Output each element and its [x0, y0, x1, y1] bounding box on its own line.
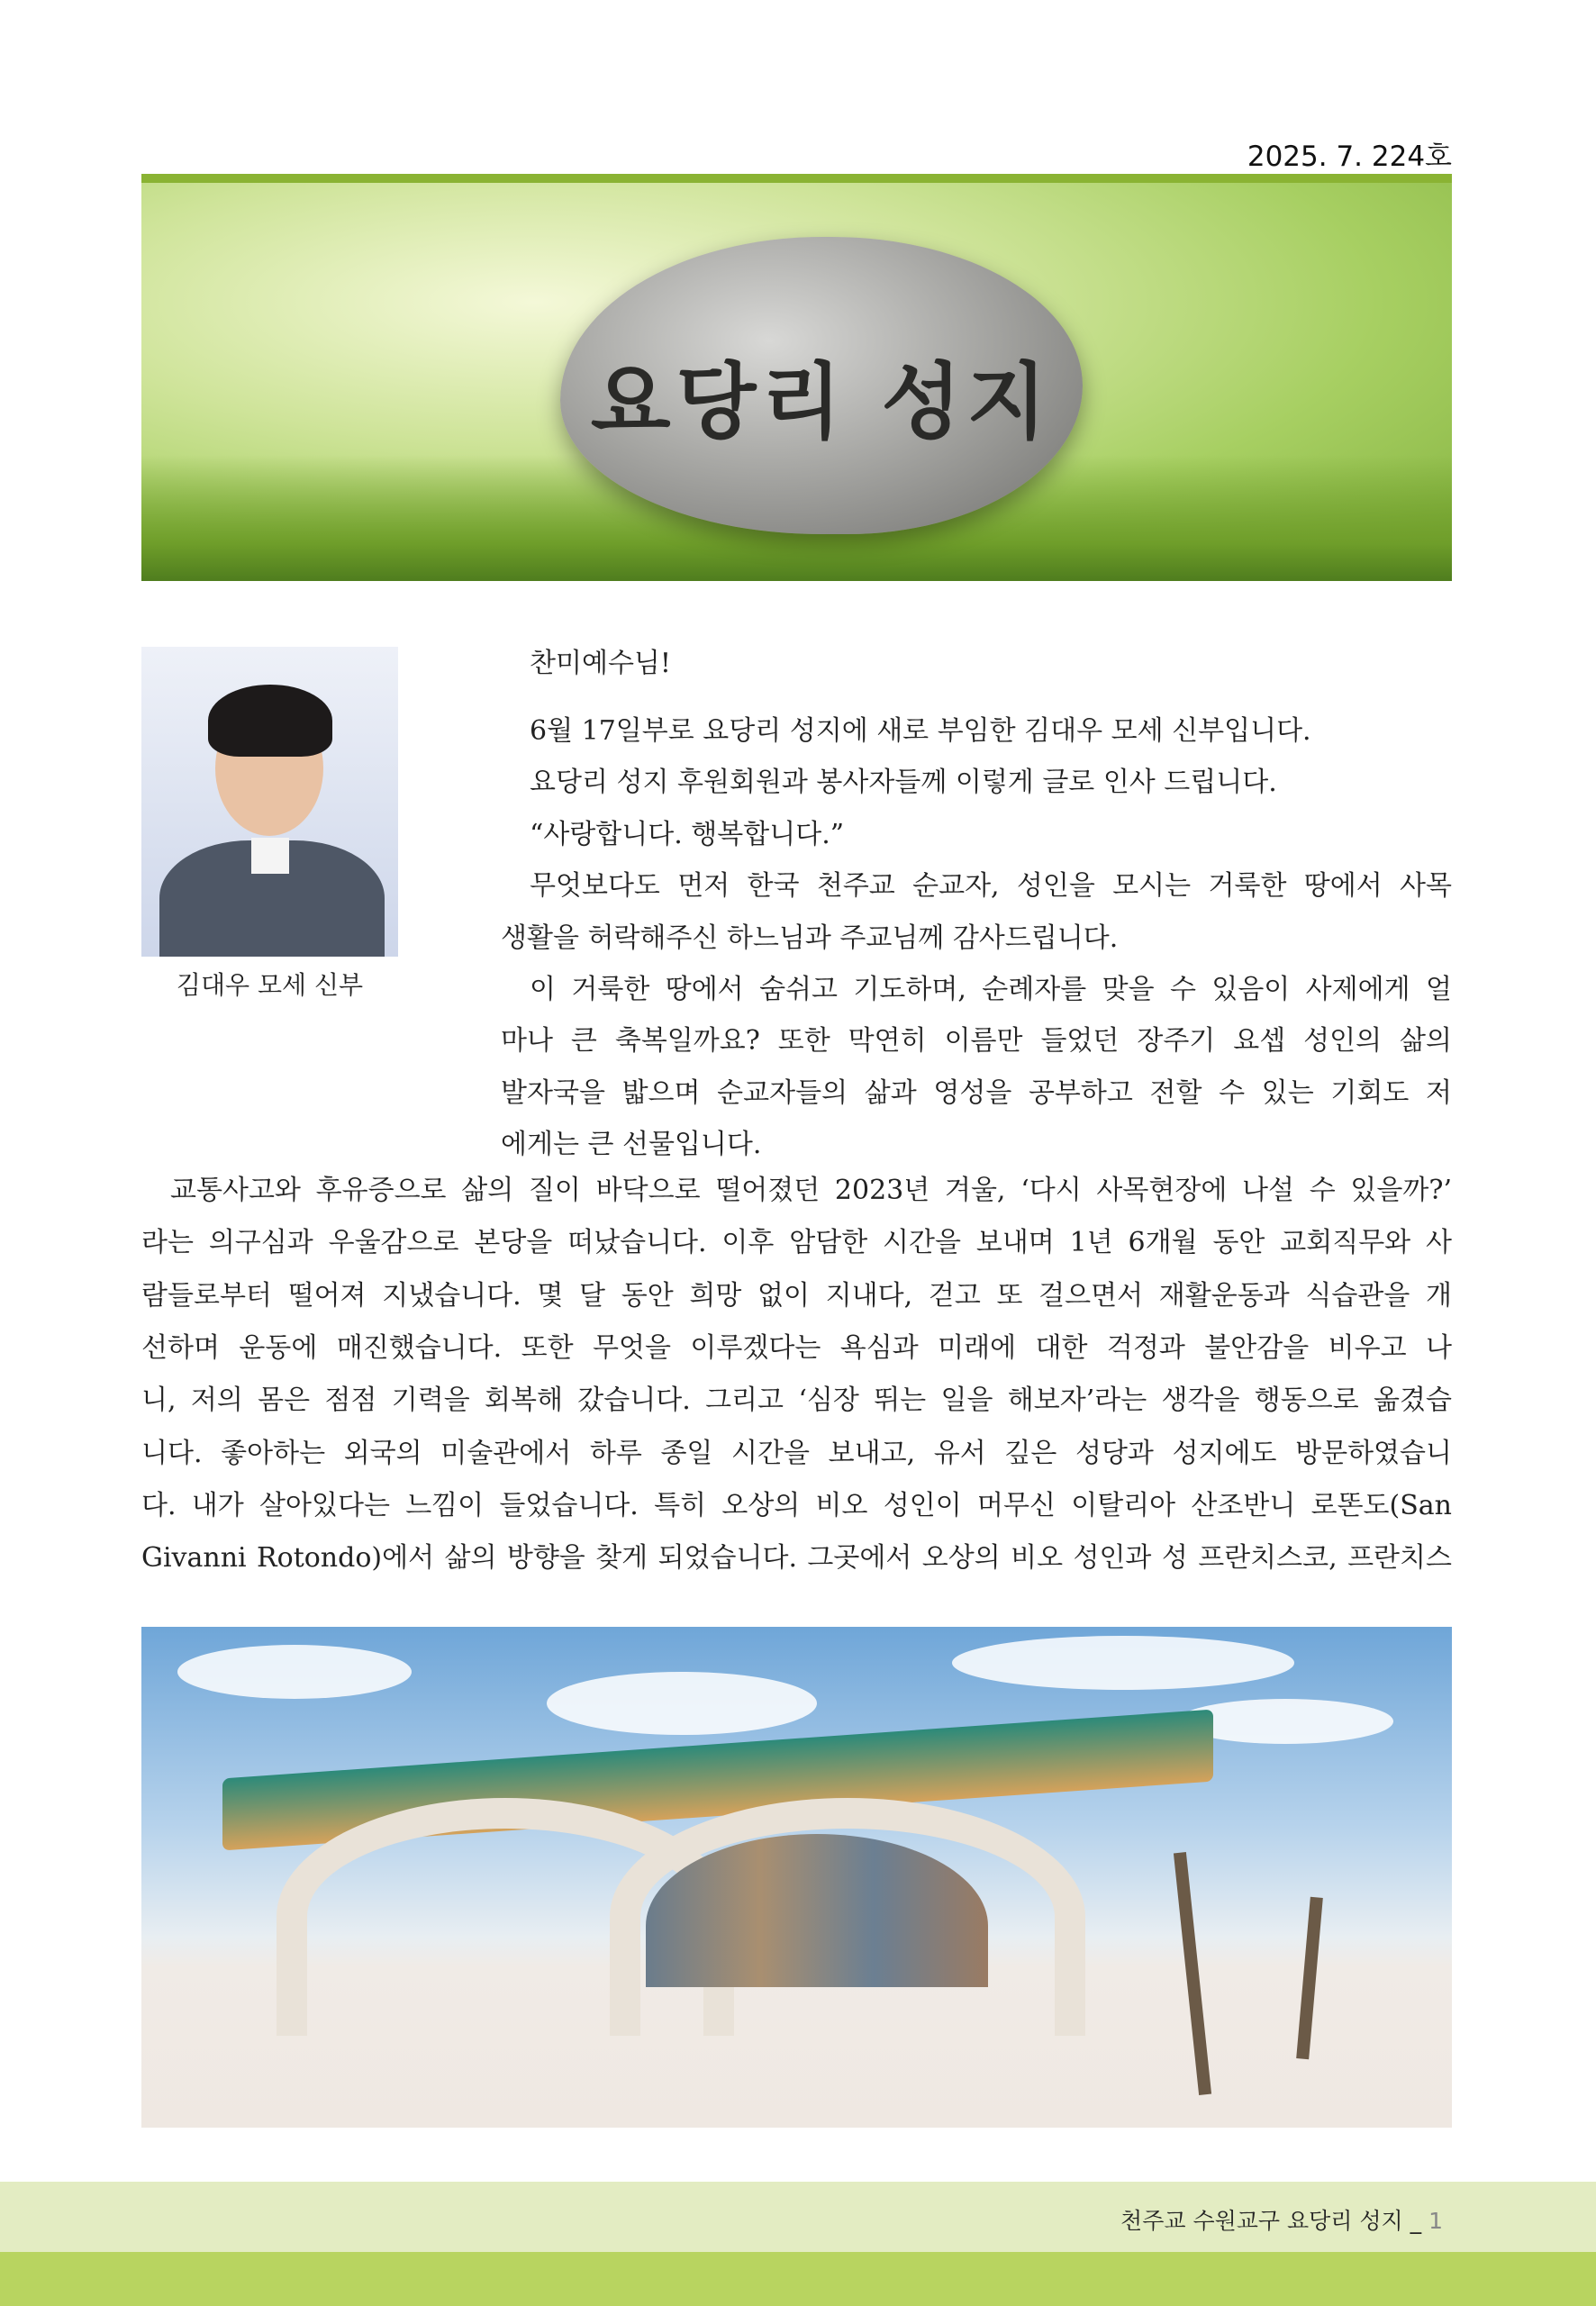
- text-line: 다. 내가 살아있다는 느낌이 들었습니다. 특히 오상의 비오 성인이 머무신 이탈리아 산조반니 로똔도(San: [141, 1489, 1452, 1521]
- footer-label: [1120, 2203, 1443, 2236]
- text-line: 람들로부터 떨어져 지냈습니다. 몇 달 동안 희망 없이 지내다, 걷고 또 걸으면서 재활운동과 식습관을 개: [141, 1279, 1452, 1312]
- issue-date: 2025. 7. 224호: [1247, 141, 1452, 173]
- text-line: 찬미예수님!: [530, 648, 671, 679]
- text-line: 선하며 운동에 매진했습니다. 또한 무엇을 이루겠다는 욕심과 미래에 대한 걱정과 불안감을 비우고 나: [141, 1331, 1452, 1364]
- text-line: 요당리 성지 후원회원과 봉사자들께 이렇게 글로 인사 드립니다.: [530, 767, 1277, 799]
- banner-image: [141, 174, 1452, 581]
- text-line: “사랑합니다. 행복합니다.”: [530, 818, 845, 850]
- text-line: 교통사고와 후유증으로 삶의 질이 바닥으로 떨어졌던 2023년 겨울, ‘다시 사목현장에 나설 수 있을까?’: [170, 1175, 1452, 1206]
- text-line: 라는 의구심과 우울감으로 본당을 떠났습니다. 이후 암담한 시간을 보내며 1년 6개월 동안 교회직무와 사: [141, 1227, 1452, 1259]
- page-number: 1: [1428, 2208, 1443, 2234]
- text-line: 생활을 허락해주신 하느님과 주교님께 감사드립니다.: [501, 921, 1119, 954]
- text-line: 니, 저의 몸은 점점 기력을 회복해 갔습니다. 그리고 ‘심장 뛰는 일을 해보자’라는 생각을 행동으로 옮겼습: [141, 1385, 1452, 1417]
- text-line: 니다. 좋아하는 외국의 미술관에서 하루 종일 시간을 보내고, 유서 깊은 성당과 성지에도 방문하였습니: [141, 1437, 1452, 1469]
- text-line: 6월 17일부로 요당리 성지에 새로 부임한 김대우 모세 신부입니다.: [530, 715, 1311, 747]
- text-line: Givanni Rotondo)에서 삶의 방향을 찾게 되었습니다. 그곳에서 오상의 비오 성인과 성 프란치스코, 프란치스: [141, 1542, 1452, 1575]
- text-line: 무엇보다도 먼저 한국 천주교 순교자, 성인을 모시는 거룩한 땅에서 사목: [530, 870, 1452, 903]
- stone-title-image: [560, 237, 1083, 534]
- banner-title: 요당리 성지: [590, 354, 1053, 450]
- text-line: 이 거룩한 땅에서 숨쉬고 기도하며, 순례자를 맞을 수 있음이 사제에게 얼: [530, 974, 1452, 1005]
- footer-bottom-band: [0, 2252, 1596, 2306]
- text-line: 발자국을 밟으며 순교자들의 삶과 영성을 공부하고 전할 수 있는 기회도 저: [501, 1076, 1452, 1109]
- church-photo: [141, 1627, 1452, 2128]
- priest-portrait: [141, 647, 398, 957]
- text-line: 마나 큰 축복일까요? 또한 막연히 이름만 들었던 장주기 요셉 성인의 삶의: [501, 1025, 1452, 1058]
- portrait-caption: 김대우 모세 신부: [176, 970, 364, 1000]
- text-line: 에게는 큰 선물입니다.: [501, 1129, 762, 1161]
- publisher-name: 천주교 수원교구 요당리 성지 _: [1120, 2208, 1429, 2234]
